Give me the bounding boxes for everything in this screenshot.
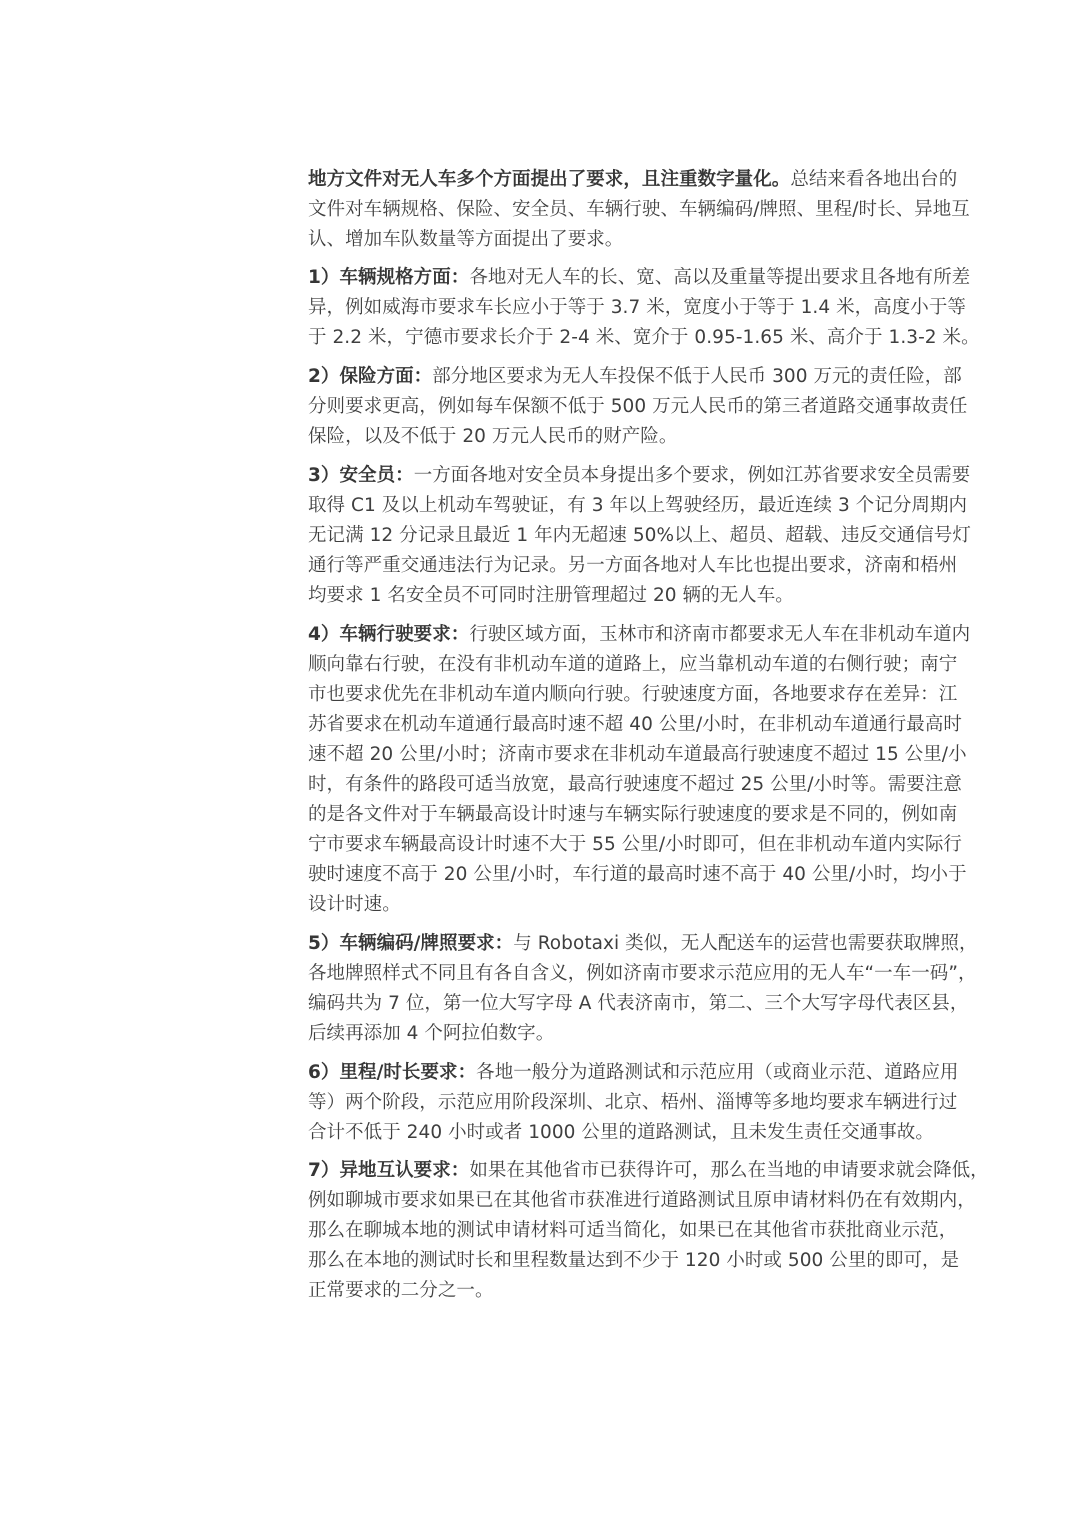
section-2-first-line-rest: 部分地区要求为无人车投保不低于人民币 300 万元的责任险，部: [432, 366, 962, 387]
section-7-line-1: [308, 1156, 989, 1186]
section-1-heading: 1）车辆规格方面：: [308, 267, 470, 288]
section-5-line-4: 后续再添加 4 个阿拉伯数字。: [308, 1023, 555, 1044]
section-2-line-1: [308, 362, 980, 392]
section-4-line-9: 驶时速度不高于 20 公里/小时，车行道的最高时速不高于 40 公里/小时，均小于: [308, 864, 967, 885]
section-3-line-4: 通行等严重交通违法行为记录。另一方面各地对人车比也提出要求，济南和梧州: [308, 555, 958, 576]
intro-lead-rest: 总结来看各地出台的: [790, 169, 958, 190]
section-3-first-line-rest: 一方面各地对安全员本身提出多个要求，例如江苏省要求安全员需要: [413, 465, 971, 486]
section-3-line-2: 取得 C1 及以上机动车驾驶证，有 3 年以上驾驶经历，最近连续 3 个记分周期内: [308, 495, 968, 516]
section-5-first-line-rest: 与 Robotaxi 类似，无人配送车的运营也需要获取牌照，: [513, 933, 978, 954]
section-7-heading: 7）异地互认要求：: [308, 1160, 470, 1181]
section-4-line-4: 苏省要求在机动车道通行最高时速不超 40 公里/小时，在非机动车道通行最高时: [308, 714, 962, 735]
section-3-line-1: [308, 461, 980, 491]
section-7-line-3: 那么在聊城本地的测试申请材料可适当简化，如果已在其他省市获批商业示范，: [308, 1220, 958, 1241]
section-6-line-3: 合计不低于 240 小时或者 1000 公里的道路测试，且未发生责任交通事故。: [308, 1122, 934, 1143]
section-5-line-2: 各地牌照样式不同且有各自含义，例如济南市要求示范应用的无人车“一车一码”，: [308, 963, 977, 984]
section-6-heading: 6）里程/时长要求：: [308, 1062, 477, 1083]
section-7-line-5: 正常要求的二分之一。: [308, 1280, 494, 1301]
section-4-first-line-rest: 行驶区域方面，玉林市和济南市都要求无人车在非机动车道内: [469, 624, 971, 645]
section-7-line-2: 例如聊城市要求如果已在其他省市获准进行道路测试且原申请材料仍在有效期内，: [308, 1190, 976, 1211]
section-6-line-1: [308, 1058, 980, 1088]
section-4-heading: 4）车辆行驶要求：: [308, 624, 470, 645]
section-1-line-3: 于 2.2 米，宁德市要求长介于 2-4 米、宽介于 0.95-1.65 米、高介于 1.3-2 米。: [308, 327, 980, 348]
section-2-line-3: 保险，以及不低于 20 万元人民币的财产险。: [308, 426, 678, 447]
section-3-line-3: 无记满 12 分记录且最近 1 年内无超速 50%以上、超员、超载、违反交通信号灯: [308, 525, 971, 546]
section-4-line-10: 设计时速。: [308, 894, 401, 915]
section-2-line-2: 分则要求更高，例如每车保额不低于 500 万元人民币的第三者道路交通事故责任: [308, 396, 968, 417]
section-2-heading: 2）保险方面：: [308, 366, 433, 387]
section-4-line-2: 顺向靠右行驶，在没有非机动车道的道路上，应当靠机动车道的右侧行驶；南宁: [308, 654, 958, 675]
section-6-line-2: 等）两个阶段，示范应用阶段深圳、北京、梧州、淄博等多地均要求车辆进行过: [308, 1092, 958, 1113]
intro-line-3: 认、增加车队数量等方面提出了要求。: [308, 229, 624, 250]
section-4-line-1: [308, 620, 980, 650]
section-4-line-7: 的是各文件对于车辆最高设计时速与车辆实际行驶速度的要求是不同的，例如南: [308, 804, 958, 825]
section-6-first-line-rest: 各地一般分为道路测试和示范应用（或商业示范、道路应用: [476, 1062, 959, 1083]
intro-line-2: 文件对车辆规格、保险、安全员、车辆行驶、车辆编码/牌照、里程/时长、异地互: [308, 199, 970, 220]
section-4-line-3: 市也要求优先在非机动车道内顺向行驶。行驶速度方面，各地要求存在差异：江: [308, 684, 958, 705]
section-1-first-line-rest: 各地对无人车的长、宽、高以及重量等提出要求且各地有所差: [469, 267, 971, 288]
section-5-line-1: [308, 929, 980, 959]
section-3-heading: 3）安全员：: [308, 465, 414, 486]
intro-line-1: [308, 165, 980, 195]
section-7-line-4: 那么在本地的测试时长和里程数量达到不少于 120 小时或 500 公里的即可，是: [308, 1250, 960, 1271]
section-5-line-3: 编码共为 7 位，第一位大写字母 A 代表济南市，第二、三个大写字母代表区县，: [308, 993, 969, 1014]
section-1-line-2: 异，例如威海市要求车长应小于等于 3.7 米，宽度小于等于 1.4 米，高度小于等: [308, 297, 966, 318]
intro-lead-bold: 地方文件对无人车多个方面提出了要求，且注重数字量化。: [308, 169, 791, 190]
section-3-line-5: 均要求 1 名安全员不可同时注册管理超过 20 辆的无人车。: [308, 585, 794, 606]
section-4-line-5: 速不超 20 公里/小时；济南市要求在非机动车道最高行驶速度不超过 15 公里/小: [308, 744, 967, 765]
section-5-heading: 5）车辆编码/牌照要求：: [308, 933, 514, 954]
section-7-first-line-rest: 如果在其他省市已获得许可，那么在当地的申请要求就会降低，: [469, 1160, 989, 1181]
section-1-line-1: [308, 263, 980, 293]
section-4-line-6: 时，有条件的路段可适当放宽，最高行驶速度不超过 25 公里/小时等。需要注意: [308, 774, 962, 795]
section-4-line-8: 宁市要求车辆最高设计时速不大于 55 公里/小时即可，但在非机动车道内实际行: [308, 834, 962, 855]
